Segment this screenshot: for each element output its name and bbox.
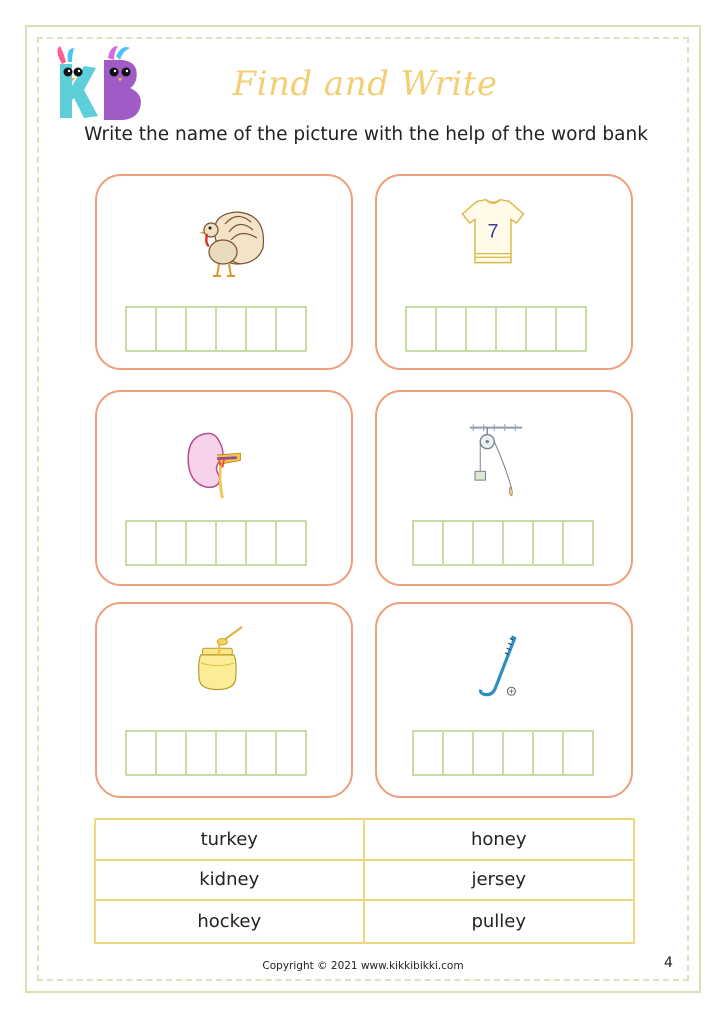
word-bank-word: pulley [471,911,527,933]
letter-box[interactable] [442,520,474,566]
letter-box[interactable] [435,306,467,352]
picture-card-kidney [95,390,353,586]
picture-card-hockey [375,602,633,798]
jersey-icon [457,196,529,268]
letter-boxes[interactable] [405,306,587,352]
letter-box[interactable] [465,306,497,352]
letter-boxes[interactable] [412,520,594,566]
instruction-text: Write the name of the picture with the help of the word bank [84,124,648,145]
letter-box[interactable] [525,306,557,352]
word-bank-word: honey [365,820,634,861]
page-number: 4 [664,955,673,971]
letter-box[interactable] [155,520,187,566]
letter-box[interactable] [275,306,307,352]
letter-boxes[interactable] [125,730,307,776]
pulley-icon [461,418,531,502]
letter-box[interactable] [245,730,277,776]
picture-card-honey [95,602,353,798]
letter-box[interactable] [532,730,564,776]
letter-box[interactable] [215,520,247,566]
letter-box[interactable] [275,520,307,566]
letter-box[interactable] [155,730,187,776]
worksheet-title: Find and Write [232,64,498,104]
jersey-number: 7 [487,220,499,243]
word-bank-word: hockey [96,901,365,942]
letter-boxes[interactable] [125,306,307,352]
letter-box[interactable] [562,730,594,776]
letter-box[interactable] [555,306,587,352]
letter-box[interactable] [442,730,474,776]
letter-box[interactable] [495,306,527,352]
word-bank-table [94,818,635,944]
letter-box[interactable] [125,730,157,776]
letter-box[interactable] [125,520,157,566]
letter-boxes[interactable] [412,730,594,776]
letter-boxes[interactable] [125,520,307,566]
hockey-icon [473,628,537,708]
word-bank-word: kidney [96,861,365,902]
letter-box[interactable] [275,730,307,776]
letter-box[interactable] [245,306,277,352]
letter-box[interactable] [562,520,594,566]
picture-card-jersey [375,174,633,370]
letter-box[interactable] [405,306,437,352]
picture-card-pulley [375,390,633,586]
letter-box[interactable] [215,306,247,352]
word-bank-word: turkey [96,820,365,861]
letter-box[interactable] [532,520,564,566]
letter-box[interactable] [245,520,277,566]
copyright-text: Copyright © 2021 www.kikkibikki.com [262,960,464,972]
letter-box[interactable] [502,520,534,566]
turkey-icon [177,204,277,284]
letter-box[interactable] [412,730,444,776]
letter-box[interactable] [185,306,217,352]
letter-box[interactable] [472,520,504,566]
kidney-icon [181,424,253,504]
letter-box[interactable] [472,730,504,776]
letter-box[interactable] [155,306,187,352]
word-bank-word: jersey [365,861,634,902]
letter-box[interactable] [502,730,534,776]
letter-box[interactable] [125,306,157,352]
letter-box[interactable] [215,730,247,776]
letter-box[interactable] [185,730,217,776]
letter-box[interactable] [412,520,444,566]
kb-logo [48,42,148,124]
letter-box[interactable] [185,520,217,566]
picture-card-turkey [95,174,353,370]
honey-icon [191,618,257,700]
